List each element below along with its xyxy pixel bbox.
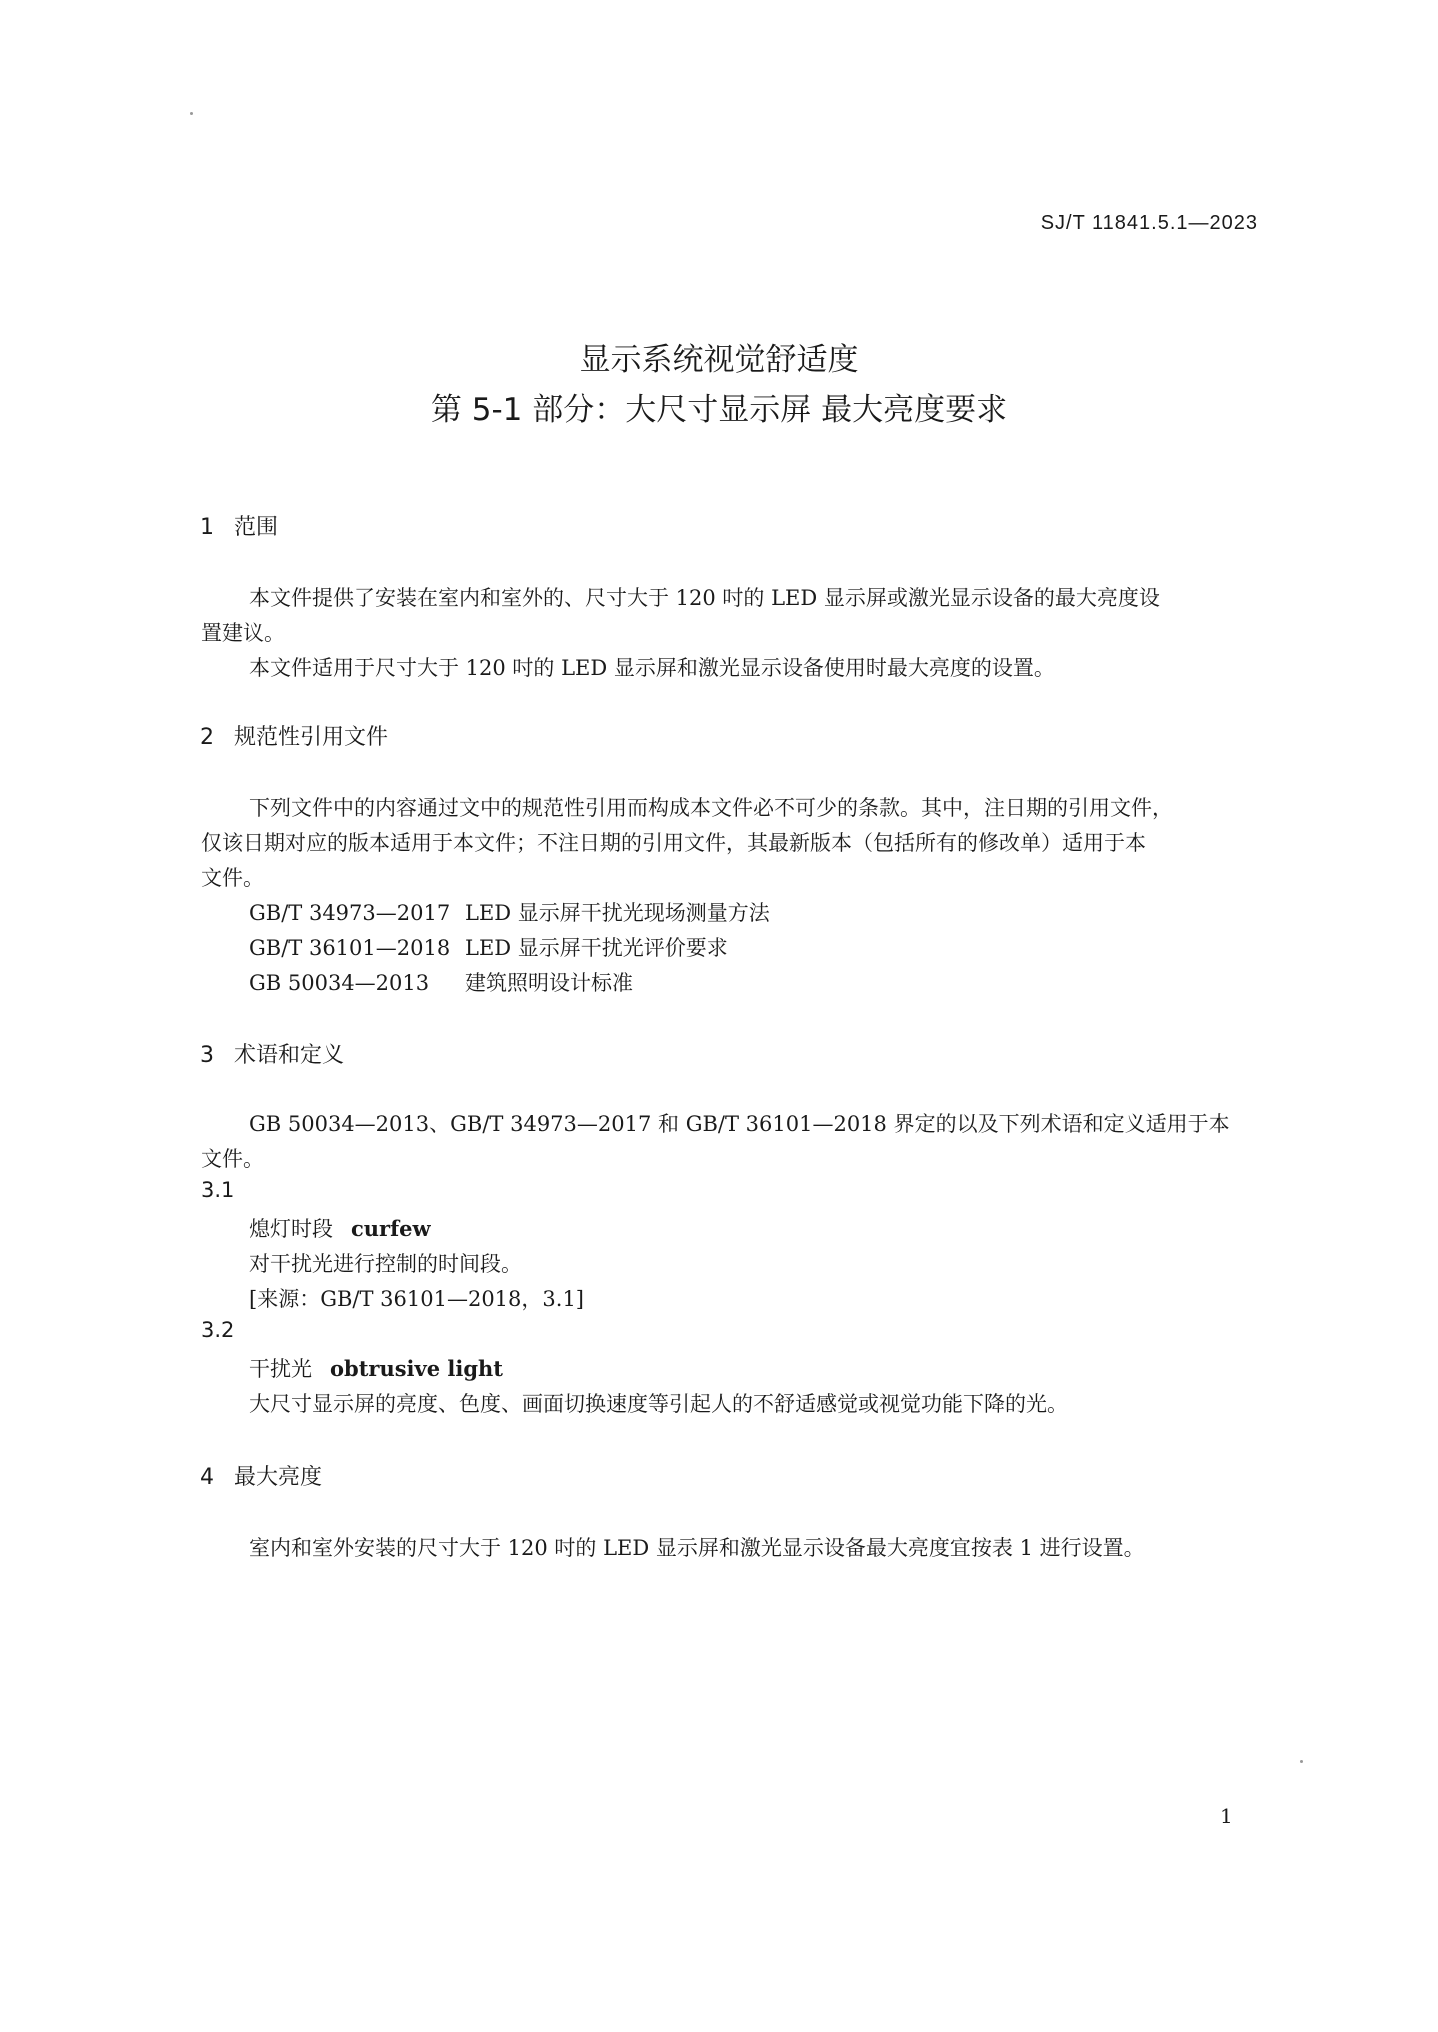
title-line-2: 第 5-1 部分：大尺寸显示屏 最大亮度要求 bbox=[430, 392, 1008, 428]
term-definition: 大尺寸显示屏的亮度、色度、画面切换速度等引起人的不舒适感觉或视觉功能下降的光。 bbox=[249, 1392, 1068, 1416]
paragraph: 下列文件中的内容通过文中的规范性引用而构成本文件必不可少的条款。其中，注日期的引用文件， bbox=[249, 796, 1173, 820]
paragraph: 置建议。 bbox=[201, 621, 285, 645]
paragraph: 本文件提供了安装在室内和室外的、尺寸大于 120 吋的 LED 显示屏或激光显示设备的最大亮度设 bbox=[249, 586, 1160, 610]
section-title: 范围 bbox=[234, 515, 279, 540]
section-3-heading bbox=[200, 1038, 344, 1069]
term-definition: 对干扰光进行控制的时间段。 bbox=[249, 1252, 522, 1276]
paragraph: GB 50034—2013、GB/T 34973—2017 和 GB/T 36101—2018 界定的以及下列术语和定义适用于本 bbox=[249, 1112, 1230, 1136]
term-entry bbox=[249, 1353, 503, 1383]
paragraph: 文件。 bbox=[201, 1147, 264, 1171]
reference-title: LED 显示屏干扰光评价要求 bbox=[465, 936, 728, 960]
reference-code: GB/T 36101—2018 bbox=[249, 936, 451, 960]
paragraph: 文件。 bbox=[201, 866, 264, 890]
section-number: 1 bbox=[200, 515, 214, 540]
term-number: 3.1 bbox=[201, 1178, 235, 1202]
section-4-heading bbox=[200, 1460, 322, 1491]
reference-code: GB/T 34973—2017 bbox=[249, 901, 451, 925]
term-source: [来源：GB/T 36101—2018，3.1] bbox=[249, 1287, 584, 1311]
term-english: obtrusive light bbox=[330, 1356, 504, 1381]
page-number: 1 bbox=[1220, 1804, 1233, 1828]
section-2-heading bbox=[200, 720, 388, 751]
section-title: 最大亮度 bbox=[234, 1465, 323, 1490]
scan-speck bbox=[190, 112, 193, 115]
term-entry bbox=[249, 1213, 431, 1243]
reference-title: LED 显示屏干扰光现场测量方法 bbox=[465, 901, 770, 925]
section-number: 3 bbox=[200, 1043, 214, 1068]
section-title: 规范性引用文件 bbox=[234, 725, 389, 750]
section-number: 4 bbox=[200, 1465, 214, 1490]
document-number: SJ/T 11841.5.1—2023 bbox=[1040, 212, 1258, 234]
reference-item bbox=[249, 967, 633, 997]
reference-title: 建筑照明设计标准 bbox=[465, 971, 633, 995]
reference-item bbox=[249, 897, 770, 927]
paragraph: 室内和室外安装的尺寸大于 120 吋的 LED 显示屏和激光显示设备最大亮度宜按表 1 进行设置。 bbox=[249, 1536, 1145, 1560]
section-title: 术语和定义 bbox=[234, 1043, 345, 1068]
reference-code: GB 50034—2013 bbox=[249, 971, 430, 995]
title-line-1: 显示系统视觉舒适度 bbox=[579, 342, 859, 378]
term-chinese: 熄灯时段 bbox=[249, 1217, 333, 1241]
section-number: 2 bbox=[200, 725, 214, 750]
scan-speck bbox=[1300, 1760, 1303, 1763]
paragraph: 仅该日期对应的版本适用于本文件；不注日期的引用文件，其最新版本（包括所有的修改单）适用于本 bbox=[201, 831, 1146, 855]
term-english: curfew bbox=[351, 1216, 431, 1241]
reference-item bbox=[249, 932, 728, 962]
paragraph: 本文件适用于尺寸大于 120 吋的 LED 显示屏和激光显示设备使用时最大亮度的设置。 bbox=[249, 656, 1055, 680]
term-number: 3.2 bbox=[201, 1318, 235, 1342]
term-chinese: 干扰光 bbox=[249, 1357, 312, 1381]
section-1-heading bbox=[200, 510, 278, 541]
